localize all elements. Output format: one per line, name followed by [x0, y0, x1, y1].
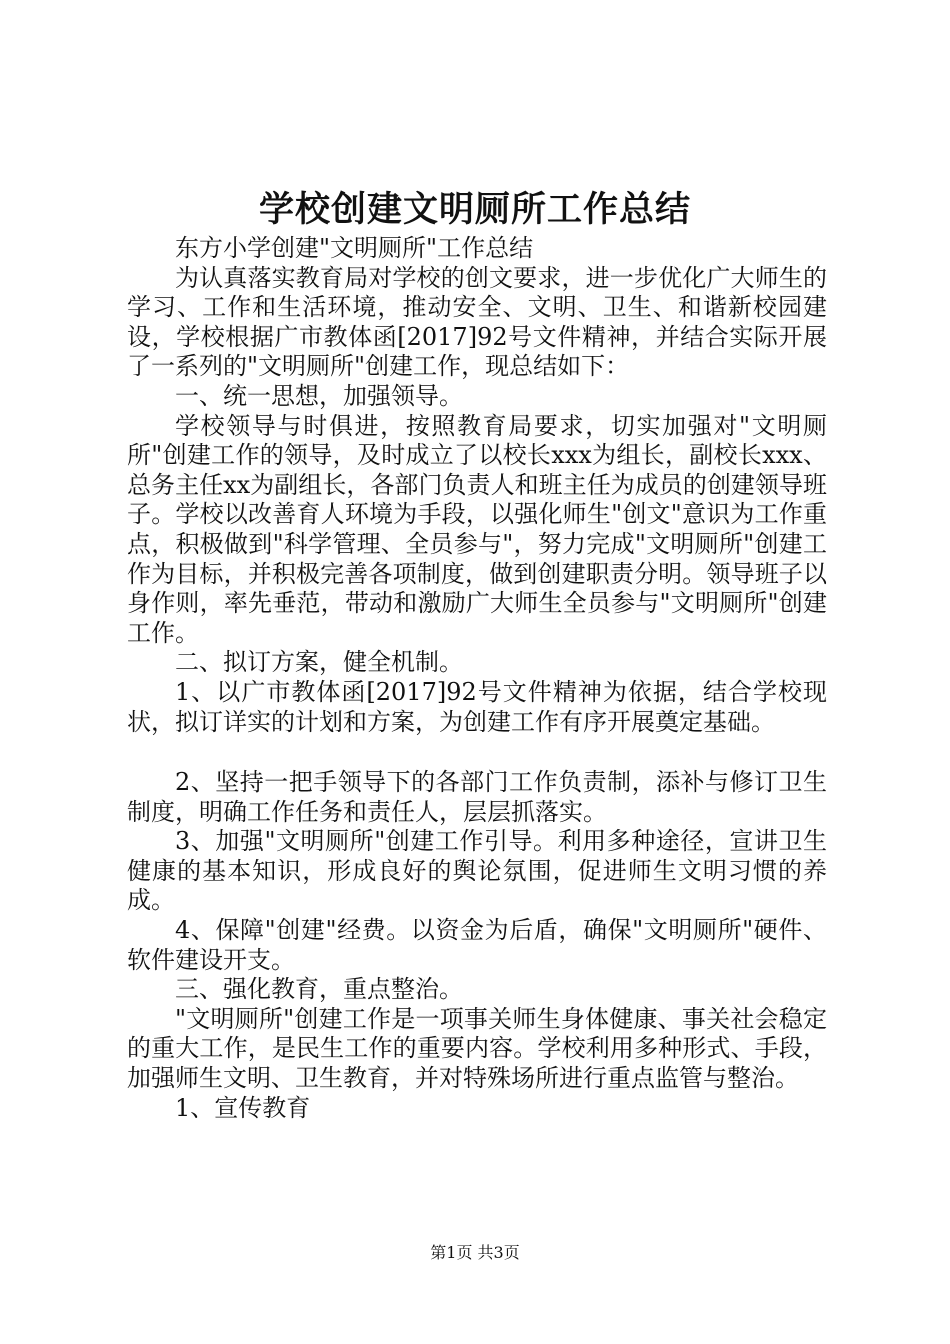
list-item-2: 2、坚持一把手领导下的各部门工作负责制，添补与修订卫生制度，明确工作任务和责任人，层层抓落实。 — [127, 768, 827, 826]
section-heading-3: 三、强化教育，重点整治。 — [175, 975, 463, 1004]
paragraph-leadership: 学校领导与时俱进，按照教育局要求，切实加强对"文明厕所"创建工作的领导，及时成立了以校长xxx为组长，副校长xxx、总务主任xx为副组长，各部门负责人和班主任为成员的创建领导班子。学校以改善育人环境为手段，以强化师生"创文"意识为工作重点，积极做到"科学管理、全员参与"，努力完成"文明厕所"创建工作为目标，并积极完善各项制度，做到创建职责分明。领导班子以身作则，率先垂范，带动和激励广大师生全员参与"文明厕所"创建工作。 — [127, 411, 827, 647]
paragraph-subtitle: 东方小学创建"文明厕所"工作总结 — [175, 234, 534, 262]
section-heading-2: 二、拟订方案，健全机制。 — [175, 648, 463, 677]
document-body — [127, 234, 827, 1123]
sub-item-1: 1、宣传教育 — [175, 1093, 311, 1122]
section-heading-1: 一、统一思想，加强领导。 — [175, 381, 463, 410]
paragraph-intro: 为认真落实教育局对学校的创文要求，进一步优化广大师生的学习、工作和生活环境，推动安全、文明、卫生、和谐新校园建设，学校根据广市教体函[2017]92号文件精神，并结合实际开展了一系列的"文明厕所"创建工作，现总结如下： — [127, 263, 827, 381]
page-number-footer: 第1页 共3页 — [430, 1243, 520, 1262]
document-title: 学校创建文明厕所工作总结 — [258, 189, 691, 230]
paragraph-spacer — [127, 737, 827, 768]
list-item-4: 4、保障"创建"经费。以资金为后盾，确保"文明厕所"硬件、软件建设开支。 — [127, 916, 827, 974]
paragraph-education: "文明厕所"创建工作是一项事关师生身体健康、事关社会稳定的重大工作，是民生工作的重要内容。学校利用多种形式、手段，加强师生文明、卫生教育，并对特殊场所进行重点监管与整治。 — [127, 1004, 827, 1093]
list-item-3: 3、加强"文明厕所"创建工作引导。利用多种途径，宣讲卫生健康的基本知识，形成良好的舆论氛围，促进师生文明习惯的养成。 — [127, 827, 827, 915]
list-item-1: 1、以广市教体函[2017]92号文件精神为依据，结合学校现状，拟订详实的计划和方案，为创建工作有序开展奠定基础。 — [127, 677, 827, 736]
